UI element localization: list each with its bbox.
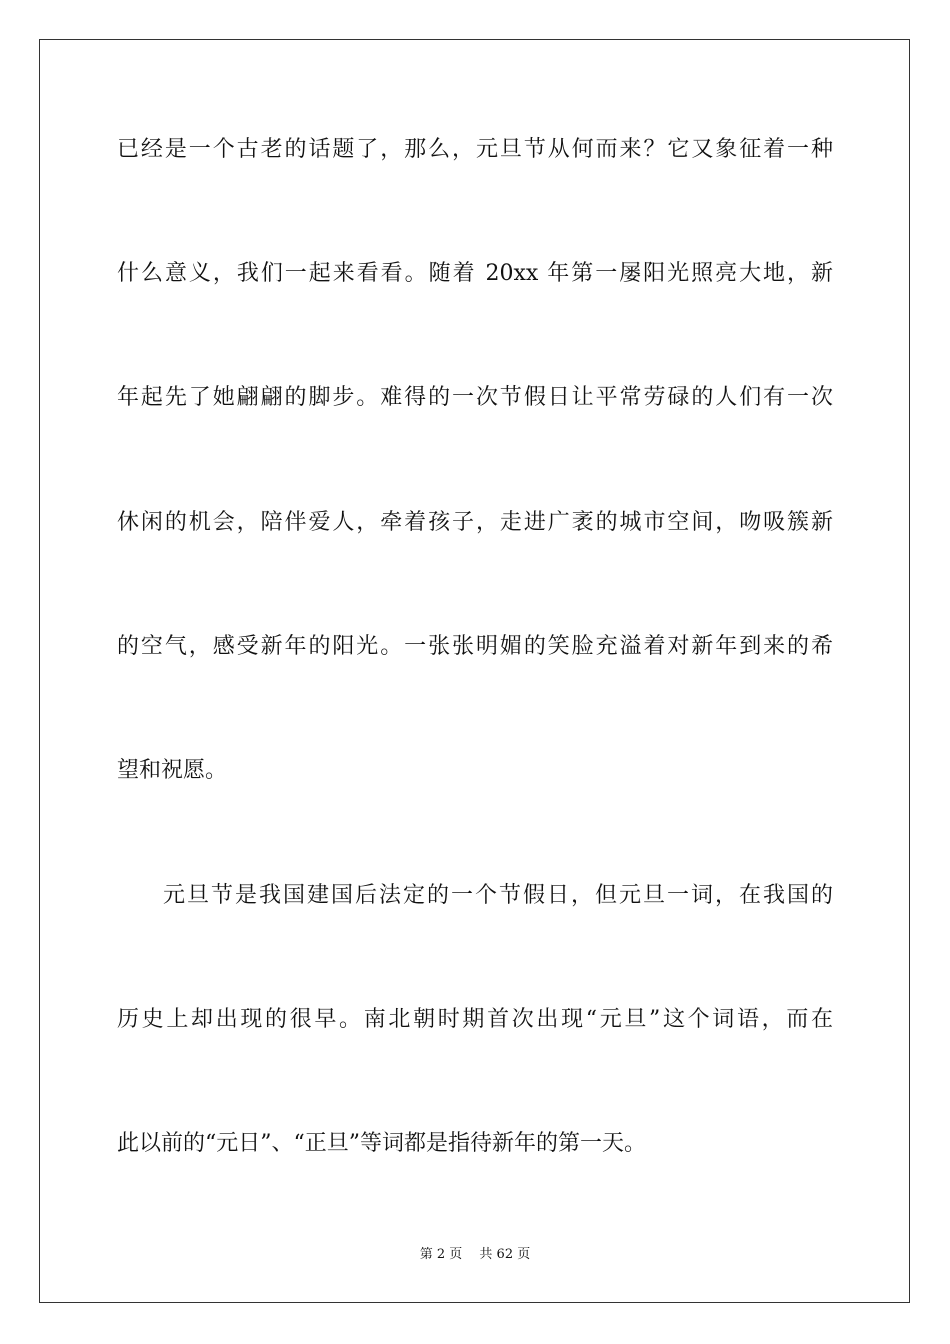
paragraph-2-line-3: 此以前的“元日”、“正旦”等词都是指待新年的第一天。 [117, 1131, 646, 1156]
paragraph-1-line-2: 什么意义，我们一起来看看。随着 20xx 年第一屡阳光照亮大地，新 [117, 261, 833, 286]
paragraph-1-line-5: 的空气，感受新年的阳光。一张张明媚的笑脸充溢着对新年到来的希 [117, 634, 833, 659]
paragraph-1-line-1: 已经是一个古老的话题了，那么，元旦节从何而来？它又象征着一种 [117, 137, 833, 162]
page-number-footer: 第 2 页 共 62 页 [419, 1247, 531, 1262]
paragraph-2-line-2: 历史上却出现的很早。南北朝时期首次出现“元旦”这个词语，而在 [117, 1007, 833, 1032]
paragraph-1-line-6: 望和祝愿。 [117, 758, 228, 783]
paragraph-1-line-3: 年起先了她翩翩的脚步。难得的一次节假日让平常劳碌的人们有一次 [117, 385, 833, 410]
paragraph-2-line-1: 元旦节是我国建国后法定的一个节假日，但元旦一词，在我国的 [163, 883, 833, 908]
page-border [39, 39, 910, 1303]
paragraph-1-line-4: 休闲的机会，陪伴爱人，牵着孩子，走进广袤的城市空间，吻吸簇新 [117, 510, 833, 535]
